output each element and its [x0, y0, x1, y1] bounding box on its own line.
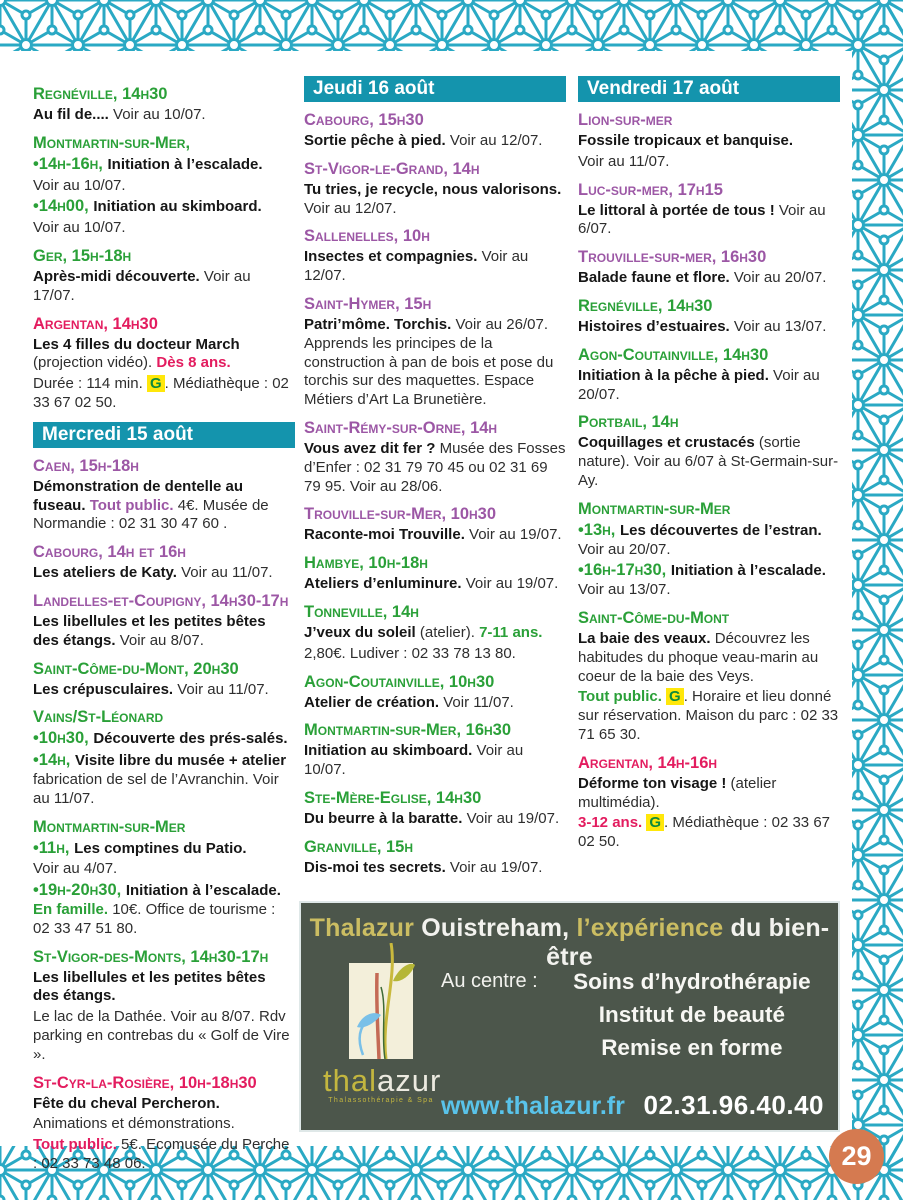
- text-segment: Déforme ton visage !: [578, 774, 731, 792]
- text-segment: Initiation à la pêche à pied.: [578, 366, 774, 384]
- event-description: [33, 1115, 295, 1134]
- event-description: [578, 318, 840, 337]
- text-segment: Insectes et compagnies.: [304, 248, 482, 266]
- event-location-heading: Sallenelles, 10h: [304, 227, 430, 246]
- event-description: [578, 775, 840, 813]
- text-segment: Voir au 4/07.: [33, 860, 118, 878]
- day-header: Vendredi 17 août: [578, 76, 840, 102]
- event-description: [33, 564, 295, 583]
- text-segment: Initiation au skimboard.: [304, 742, 477, 760]
- event-location-heading: St-Vigor-des-Monts, 14h30-17h: [33, 947, 269, 966]
- event-location-heading: Saint-Rémy-sur-Orne, 14h: [304, 418, 498, 437]
- text-segment: Les libellules et les petites bêtes des étangs.: [33, 612, 266, 649]
- text-segment: Voir au 10/07.: [304, 742, 524, 779]
- event-description: [33, 336, 295, 374]
- event-location-heading: Saint-Hymer, 15h: [304, 294, 432, 313]
- event-location-heading: Vains/St-Léonard: [33, 708, 164, 727]
- event-description: [33, 839, 295, 859]
- text-segment: Dis-moi tes secrets.: [304, 858, 450, 876]
- event-description: [304, 132, 566, 151]
- text-segment: Voir au 20/07.: [578, 366, 820, 403]
- event-description: [33, 219, 295, 238]
- event-description: [578, 153, 840, 172]
- ad-contact-row: [441, 1090, 824, 1121]
- event-location-heading: Trouville-sur-Mer, 10h30: [304, 505, 497, 524]
- text-segment: Du beurre à la baratte.: [304, 809, 467, 827]
- day-header: Jeudi 16 août: [304, 76, 566, 102]
- text-segment: •19h-20h30,: [33, 881, 126, 900]
- text-segment: 2,80€. Ludiver : 02 33 78 13 80.: [304, 644, 516, 662]
- event-description: [33, 751, 295, 808]
- text-segment: Vous avez dit fer ?: [304, 439, 440, 457]
- text-segment: Voir au 11/07.: [177, 680, 269, 698]
- text-segment: 10€. Office de tourisme : 02 33 47 51 80.: [33, 900, 276, 937]
- ad-service-item: Institut de beauté: [598, 1002, 785, 1028]
- event-description: [33, 1095, 295, 1114]
- ad-website-link[interactable]: www.thalazur.fr: [441, 1092, 625, 1120]
- text-segment: . Horaire et lieu donné sur réservation. Maison du parc : 02 33 71 65 30.: [578, 688, 839, 743]
- event-description: [578, 521, 840, 560]
- text-segment: Voir au 26/07. Apprends les principes de la construction à pan de bois et pose du torchis sur des maquettes. Espace Métiers d’Art La Brunetière.: [304, 315, 554, 409]
- event-description: [33, 197, 295, 217]
- event-location-heading: Luc-sur-mer, 17h15: [578, 180, 723, 199]
- event-description: [304, 742, 566, 780]
- text-segment: •13h,: [578, 520, 620, 539]
- text-segment: Sortie pêche à pied.: [304, 132, 450, 149]
- event-description: [304, 645, 566, 664]
- ad-phone-number: 02.31.96.40.40: [643, 1090, 824, 1120]
- event-description: [304, 181, 566, 219]
- text-segment: Voir au 6/07.: [578, 201, 826, 238]
- text-segment: Raconte-moi Trouville.: [304, 526, 470, 544]
- thalazur-ad[interactable]: [299, 901, 840, 1132]
- text-segment: •11h,: [33, 838, 75, 857]
- text-segment: (atelier multimédia).: [578, 774, 777, 811]
- event-description: [304, 526, 566, 545]
- text-segment: Voir au 12/07.: [449, 132, 543, 149]
- text-segment: Initiation à l’escalade.: [107, 155, 263, 173]
- event-location-heading: Portbail, 14h: [578, 413, 679, 432]
- text-segment: Initiation au skimboard.: [93, 198, 262, 216]
- page-number-badge: 29: [829, 1129, 884, 1184]
- event-description: [304, 316, 566, 410]
- ad-tagline-rest: du bien-être: [546, 914, 830, 971]
- text-segment: Voir au 20/07.: [733, 269, 827, 287]
- text-segment: 4€. Musée de Normandie : 02 31 30 47 60 .: [33, 496, 269, 533]
- event-location-heading: St-Cyr-la-Rosière, 10h-18h30: [33, 1073, 257, 1092]
- event-location-heading: Argentan, 14h30: [33, 314, 158, 333]
- ad-au-centre-label: Au centre :: [441, 970, 538, 992]
- text-segment: Voir au 10/07.: [33, 219, 126, 237]
- text-segment: •14h,: [33, 751, 75, 770]
- event-description: [304, 248, 566, 286]
- text-segment: Les comptines du Patio.: [74, 839, 247, 857]
- text-segment: Tout public.: [33, 1136, 122, 1154]
- text-segment: Voir au 19/07.: [469, 526, 562, 544]
- event-location-heading: Saint-Côme-du-Mont, 20h30: [33, 659, 239, 678]
- event-location-heading: Montmartin-sur-Mer: [33, 817, 186, 836]
- event-description: [33, 1136, 295, 1174]
- text-segment: Dès 8 ans.: [156, 354, 231, 372]
- text-segment: Voir au 19/07.: [466, 809, 560, 827]
- event-description: [33, 177, 295, 196]
- thalazur-logo: [323, 943, 442, 1104]
- text-segment: Tout public.: [89, 496, 178, 514]
- event-location-heading: Regnéville, 14h30: [33, 85, 168, 103]
- text-segment: Musée des Fosses d’Enfer : 02 31 79 70 45 ou 02 31 69 79 95. Voir au 28/06.: [304, 439, 566, 495]
- event-description: [304, 810, 566, 829]
- logo-subtitle: Thalassothérapie & Spa: [328, 1097, 434, 1104]
- event-location-heading: Ger, 15h-18h: [33, 246, 132, 265]
- text-segment: •14h00,: [33, 197, 94, 216]
- text-segment: En famille.: [33, 900, 113, 918]
- text-segment: Balade faune et flore.: [578, 269, 734, 287]
- g-rating-badge: G: [666, 688, 684, 705]
- text-segment: Coquillages et crustacés: [578, 434, 759, 452]
- text-segment: (projection vidéo).: [33, 354, 157, 372]
- text-segment: Le lac de la Dathée. Voir au 8/07. Rdv parking en contrebas du « Golf de Vire ».: [33, 1008, 290, 1063]
- text-segment: Découverte des prés-salés.: [93, 730, 288, 748]
- text-segment: Fossile tropicaux et banquise.: [578, 132, 794, 149]
- event-description: [578, 630, 840, 686]
- event-description: [578, 688, 840, 744]
- event-description: [304, 859, 566, 878]
- text-segment: Visite libre du musée + atelier: [74, 752, 287, 770]
- event-location-heading: Argentan, 14h-16h: [578, 753, 718, 772]
- text-segment: Durée : 114 min.: [33, 375, 147, 393]
- text-segment: Voir au 10/07.: [33, 176, 126, 194]
- text-segment: Voir au 17/07.: [33, 267, 251, 304]
- text-segment: Voir au 20/07.: [578, 540, 671, 558]
- text-segment: Histoires d’estuaires.: [578, 317, 734, 335]
- event-description: [33, 729, 295, 749]
- ad-services-section: [441, 965, 830, 1064]
- ad-city: Ouistreham,: [421, 914, 577, 942]
- event-description: [33, 613, 295, 651]
- event-description: [33, 969, 295, 1007]
- event-description: [33, 268, 295, 306]
- text-segment: Patri’môme. Torchis.: [304, 315, 456, 333]
- text-segment: La baie des veaux.: [578, 629, 715, 647]
- text-segment: Le littoral à portée de tous !: [578, 201, 779, 219]
- logo-thal: thal: [323, 1063, 377, 1098]
- ad-service-item: Soins d’hydrothérapie: [573, 969, 811, 994]
- text-segment: Atelier de création.: [304, 693, 444, 711]
- logo-wordmark: [323, 1063, 442, 1098]
- text-segment: Au fil de....: [33, 106, 114, 123]
- event-location-heading: Tonneville, 14h: [304, 602, 419, 621]
- event-location-heading: Regnéville, 14h30: [578, 296, 713, 315]
- text-segment: fabrication de sel de l’Avranchin. Voir au 11/07.: [33, 770, 279, 807]
- text-segment: Initiation à l’escalade.: [125, 882, 281, 900]
- text-segment: Animations et démonstrations.: [33, 1115, 235, 1133]
- event-column-friday: [578, 76, 840, 854]
- text-segment: •10h30,: [33, 729, 94, 748]
- g-rating-badge: G: [147, 375, 165, 392]
- text-segment: Voir au 19/07.: [465, 575, 559, 593]
- event-description: [33, 478, 295, 534]
- ad-service-list: [554, 965, 830, 1064]
- event-location-heading: Lion-sur-mer: [578, 111, 673, 129]
- event-location-heading: Cabourg, 14h et 16h: [33, 543, 186, 562]
- event-location-heading: Saint-Côme-du-Mont: [578, 608, 730, 627]
- text-segment: (atelier).: [419, 623, 480, 641]
- text-segment: Tu tries, je recycle, nous valorisons.: [304, 180, 562, 198]
- text-segment: Les crépusculaires.: [33, 680, 178, 698]
- event-description: [578, 434, 840, 490]
- text-segment: Découvrez les habitudes du phoque veau-marin au coeur de la baie des Veys.: [578, 629, 819, 685]
- text-segment: Les libellules et les petites bêtes des étangs.: [33, 968, 266, 1005]
- text-segment: Voir au 10/07.: [113, 106, 206, 123]
- text-segment: Fête du cheval Percheron.: [33, 1094, 220, 1112]
- event-location-heading: Landelles-et-Coupigny, 14h30-17h: [33, 591, 289, 610]
- text-segment: 5€. Ecomusée du Perche : 02 33 73 48 06.: [33, 1136, 290, 1172]
- text-segment: Les découvertes de l’estran.: [619, 521, 822, 539]
- text-segment: . Médiathèque : 02 33 67 02 50.: [578, 814, 831, 851]
- text-segment: Voir au 13/07.: [733, 317, 827, 335]
- text-segment: Après-midi découverte.: [33, 267, 204, 285]
- event-description: [578, 202, 840, 240]
- text-segment: Voir 11/07.: [443, 693, 514, 711]
- event-description: [33, 1008, 295, 1064]
- text-segment: •16h-17h30,: [578, 561, 671, 580]
- ad-service-item: Remise en forme: [601, 1035, 783, 1061]
- event-column-tuesday: [33, 76, 295, 1176]
- plant-logo-icon: [323, 943, 439, 1061]
- event-location-heading: Ste-Mère-Eglise, 14h30: [304, 788, 482, 807]
- event-description: [33, 375, 295, 413]
- day-header: Mercredi 15 août: [33, 422, 295, 448]
- event-description: [33, 860, 295, 879]
- event-location-heading: Hambye, 10h-18h: [304, 554, 428, 573]
- text-segment: Voir au 19/07.: [449, 858, 543, 876]
- event-location-heading: Montmartin-sur-Mer: [578, 499, 731, 518]
- event-location-heading: St-Vigor-le-Grand, 14h: [304, 159, 480, 178]
- event-description: [578, 367, 840, 405]
- text-segment: Voir au 12/07.: [304, 199, 397, 217]
- event-description: [304, 440, 566, 496]
- text-segment: Voir au 11/07.: [181, 564, 273, 582]
- event-location-heading: Montmartin-sur-Mer, 16h30: [304, 721, 512, 740]
- event-column-thursday: [304, 76, 566, 880]
- event-location-heading: Caen, 15h-18h: [33, 456, 139, 475]
- event-description: [578, 132, 840, 151]
- event-location-heading: Granville, 15h: [304, 837, 414, 856]
- event-description: [304, 575, 566, 594]
- event-location-heading: Agon-Coutainville, 14h30: [578, 345, 769, 364]
- event-description: [578, 269, 840, 288]
- text-segment: Ateliers d’enluminure.: [304, 575, 466, 593]
- event-description: [304, 694, 566, 713]
- text-segment: Voir au 12/07.: [304, 248, 529, 285]
- event-location-heading: Trouville-sur-mer, 16h30: [578, 248, 767, 267]
- text-segment: •14h-16h,: [33, 154, 108, 173]
- g-rating-badge: G: [646, 814, 664, 831]
- text-segment: Initiation à l’escalade.: [670, 562, 826, 580]
- text-segment: Voir au 8/07.: [119, 631, 204, 649]
- event-description: [33, 681, 295, 700]
- text-segment: Démonstration de dentelle au fuseau.: [33, 477, 244, 514]
- text-segment: Les ateliers de Katy.: [33, 564, 182, 582]
- text-segment: 7-11 ans.: [479, 623, 543, 641]
- text-segment: Voir au 11/07.: [578, 152, 670, 170]
- event-description: [33, 106, 295, 125]
- event-description: [33, 155, 295, 175]
- event-location-heading: Cabourg, 15h30: [304, 111, 424, 129]
- text-segment: (sortie nature). Voir au 6/07 à St-Germain-sur-Ay.: [578, 434, 839, 489]
- text-segment: Tout public.: [578, 688, 667, 706]
- logo-azur: azur: [376, 1063, 442, 1098]
- event-description: [578, 561, 840, 600]
- text-segment: . Médiathèque : 02 33 67 02 50.: [33, 375, 289, 411]
- text-segment: 3-12 ans.: [578, 814, 647, 832]
- event-description: [304, 624, 566, 643]
- event-location-heading: Agon-Coutainville, 10h30: [304, 672, 495, 691]
- event-location-heading: Montmartin-sur-Mer,: [33, 133, 191, 152]
- text-segment: Voir au 13/07.: [578, 581, 671, 599]
- ad-tagline-accent: l’expérience: [576, 914, 731, 942]
- text-segment: J’veux du soleil: [304, 623, 420, 641]
- ad-brand-name: Thalazur: [309, 914, 422, 942]
- event-description: [578, 814, 840, 852]
- event-description: [33, 881, 295, 938]
- text-segment: Les 4 filles du docteur March: [33, 335, 240, 353]
